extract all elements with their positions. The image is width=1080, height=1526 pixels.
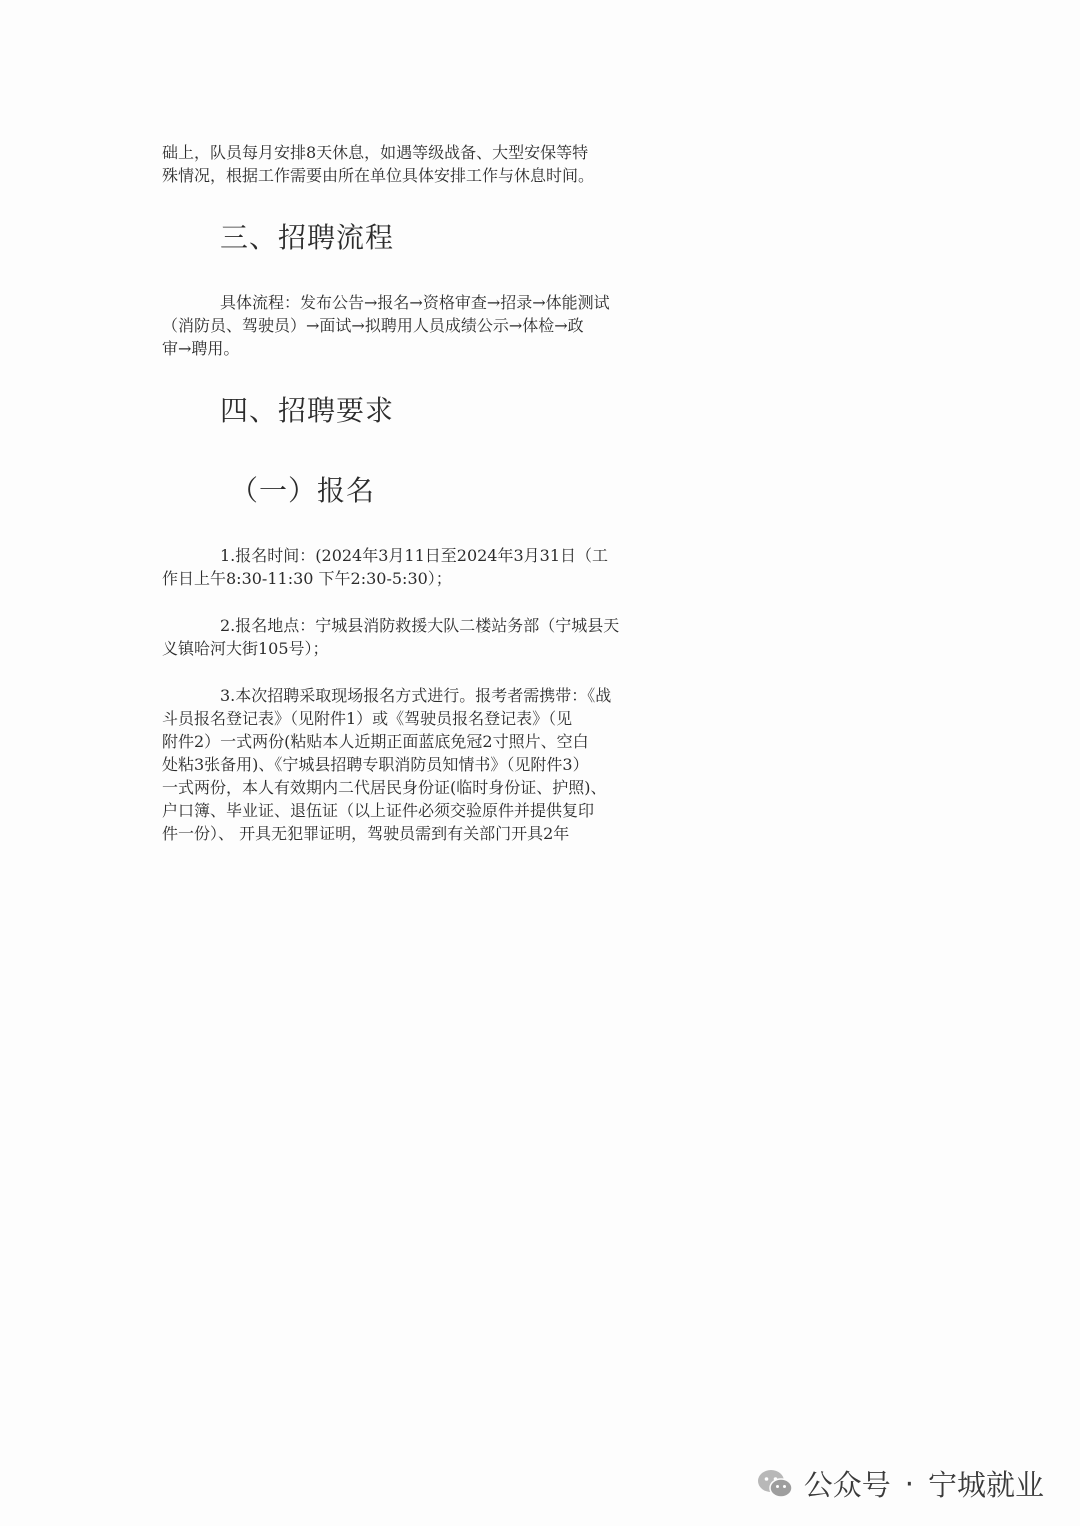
section-heading-recruitment-requirements: 四、招聘要求 <box>220 394 395 427</box>
text-line: （消防员、驾驶员）→面试→拟聘用人员成绩公示→体检→政 <box>162 316 584 335</box>
wechat-icon <box>756 1468 794 1500</box>
document-body <box>162 140 918 844</box>
text-line: 1.报名时间：(2024年3月11日至2024年3月31日（工 <box>220 546 609 565</box>
text-line: 3.本次招聘采取现场报名方式进行。报考者需携带：《战 <box>220 686 612 705</box>
text-line: 具体流程：发布公告→报名→资格审查→招录→体能测试 <box>220 293 610 312</box>
text-line: 处粘3张备用)、《宁城县招聘专职消防员知情书》（见附件3） <box>162 755 589 774</box>
paragraph-registration-location <box>162 613 918 659</box>
paragraph-rest-schedule <box>162 140 918 186</box>
text-line: 殊情况，根据工作需要由所在单位具体安排工作与休息时间。 <box>162 166 595 185</box>
text-line: 户口簿、毕业证、退伍证（以上证件必须交验原件并提供复印 <box>162 801 595 820</box>
text-line: 作日上午8:30-11:30 下午2:30-5:30）； <box>162 569 452 588</box>
text-line: 斗员报名登记表》（见附件1）或《驾驶员报名登记表》（见 <box>162 709 573 728</box>
section-heading-recruitment-process: 三、招聘流程 <box>220 221 395 254</box>
paragraph-registration-materials <box>162 683 918 844</box>
text-line: 件一份）、 开具无犯罪证明，驾驶员需到有关部门开具2年 <box>162 824 570 843</box>
text-line: 一式两份，本人有效期内二代居民身份证(临时身份证、护照)、 <box>162 778 607 797</box>
paragraph-process <box>162 290 918 359</box>
text-line: 础上，队员每月安排8天休息，如遇等级战备、大型安保等特 <box>162 143 589 162</box>
subheading-registration: （一）报名 <box>230 474 376 507</box>
footer-separator: · <box>904 1466 914 1501</box>
text-line: 附件2）一式两份(粘贴本人近期正面蓝底免冠2寸照片、空白 <box>162 732 589 751</box>
footer-label: 公众号 <box>803 1468 891 1502</box>
paragraph-registration-time <box>162 543 918 589</box>
footer-account-name: 宁城就业 <box>927 1468 1044 1502</box>
wechat-account-watermark <box>756 1463 1044 1504</box>
text-line: 义镇哈河大街105号）； <box>162 639 329 658</box>
text-line: 2.报名地点：宁城县消防救援大队二楼站务部（宁城县天 <box>220 616 620 635</box>
text-line: 审→聘用。 <box>162 339 240 358</box>
